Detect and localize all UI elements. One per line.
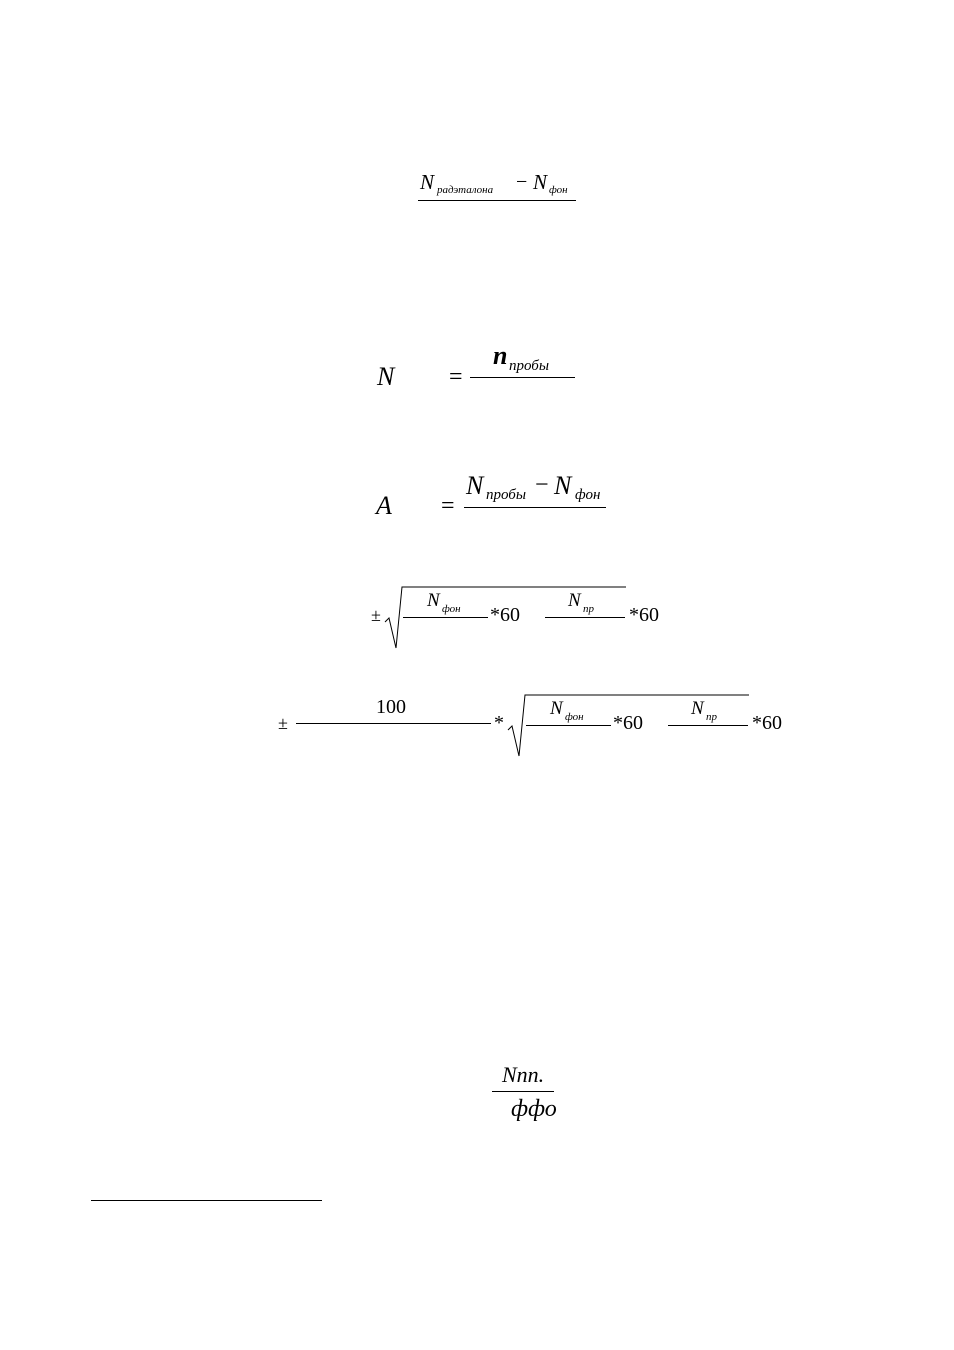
f5-pm: ± [278, 713, 288, 733]
f4-sub2: пр [583, 603, 594, 615]
f5-frac-bar-2 [668, 725, 748, 726]
f5-mul2: *60 [752, 712, 782, 734]
f4-pm: ± [371, 605, 381, 625]
f1-N1: N [420, 170, 435, 194]
f2-eq: = [449, 364, 463, 390]
f3-eq: = [441, 493, 455, 519]
f4-N1: N [427, 590, 440, 611]
f4-mul1: *60 [490, 604, 520, 626]
f3-minus: − [535, 472, 549, 498]
f4-N2: N [568, 590, 581, 611]
f4-mul2: *60 [629, 604, 659, 626]
f6-fraction-bar [492, 1091, 554, 1092]
f5-mul1: *60 [613, 712, 643, 734]
f5-sub2: пр [706, 711, 717, 723]
f6-num: Nnn. [502, 1062, 545, 1087]
f6-den: ффо [511, 1096, 557, 1122]
f5-frac-bar-main [296, 723, 491, 724]
f1-minus: − [516, 171, 528, 193]
f2-fraction-bar [470, 377, 575, 378]
f3-lhs: A [376, 491, 392, 520]
f1-sub-fon: фон [549, 184, 568, 196]
f5-star: * [494, 712, 504, 734]
footnote-separator [91, 1200, 322, 1201]
f4-frac-bar-2 [545, 617, 625, 618]
f3-N2: N [554, 471, 572, 500]
f4-frac-bar-1 [403, 617, 488, 618]
f1-fraction-bar [418, 200, 576, 201]
f1-sub-etalon: радэталона [437, 184, 494, 196]
f3-N1: N [466, 471, 484, 500]
f2-num-n: n [493, 341, 508, 370]
f4-sub1: фон [442, 603, 461, 615]
f2-num-sub: пробы [509, 358, 550, 374]
f5-N1: N [550, 698, 563, 719]
f3-sub1: пробы [486, 487, 527, 503]
f5-sub1: фон [565, 711, 584, 723]
f2-lhs: N [377, 362, 395, 391]
f5-frac-bar-1 [526, 725, 611, 726]
f5-num: 100 [376, 696, 406, 718]
f5-N2: N [691, 698, 704, 719]
f1-N2: N [533, 170, 548, 194]
f3-sub2: фон [575, 487, 601, 503]
f3-fraction-bar [464, 507, 606, 508]
